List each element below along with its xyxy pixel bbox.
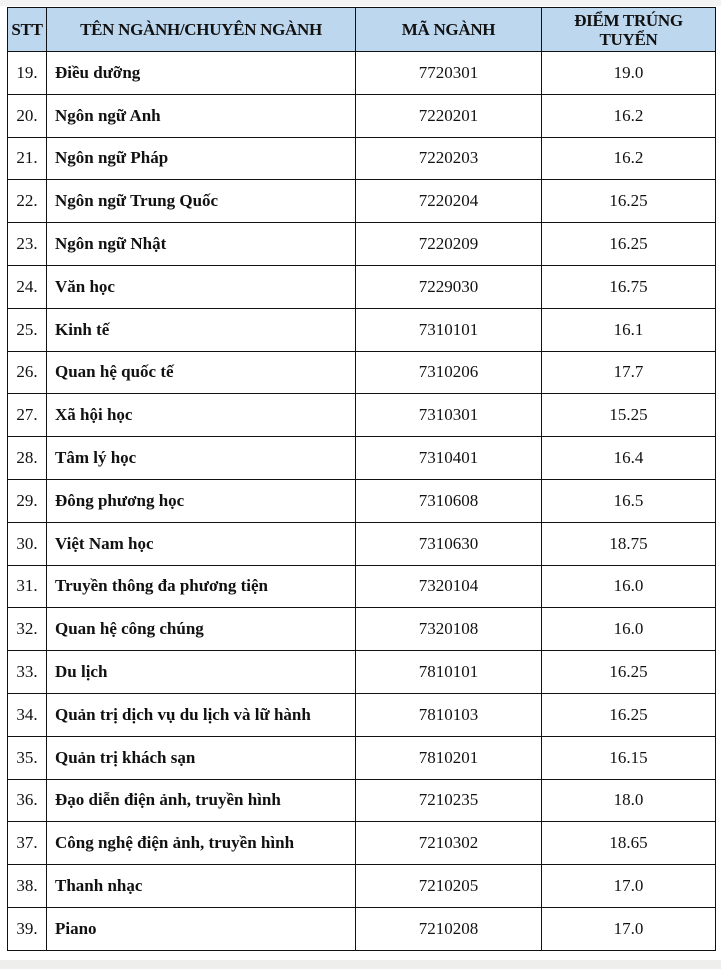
row-stt: 23. <box>8 223 47 266</box>
table-row <box>8 736 716 779</box>
row-major-code: 7310630 <box>356 522 542 565</box>
row-stt: 20. <box>8 94 47 137</box>
row-major-name: Quan hệ công chúng <box>47 608 356 651</box>
header-row <box>8 8 716 52</box>
row-stt: 36. <box>8 779 47 822</box>
row-major-code: 7310101 <box>356 308 542 351</box>
table-row <box>8 822 716 865</box>
row-major-name: Ngôn ngữ Pháp <box>47 137 356 180</box>
row-stt: 25. <box>8 308 47 351</box>
table-row <box>8 137 716 180</box>
row-stt: 26. <box>8 351 47 394</box>
row-stt: 32. <box>8 608 47 651</box>
table-header <box>8 8 716 52</box>
row-admission-score: 16.25 <box>542 693 716 736</box>
row-stt: 33. <box>8 651 47 694</box>
row-admission-score: 16.2 <box>542 94 716 137</box>
row-stt: 35. <box>8 736 47 779</box>
row-major-name: Kinh tế <box>47 308 356 351</box>
row-major-name: Ngôn ngữ Trung Quốc <box>47 180 356 223</box>
row-major-code: 7810201 <box>356 736 542 779</box>
table-row <box>8 94 716 137</box>
row-major-code: 7220209 <box>356 223 542 266</box>
row-major-code: 7320104 <box>356 565 542 608</box>
row-admission-score: 16.25 <box>542 651 716 694</box>
row-major-name: Công nghệ điện ảnh, truyền hình <box>47 822 356 865</box>
top-margin <box>0 0 721 6</box>
row-admission-score: 16.75 <box>542 265 716 308</box>
row-stt: 31. <box>8 565 47 608</box>
row-major-code: 7220204 <box>356 180 542 223</box>
row-stt: 27. <box>8 394 47 437</box>
row-admission-score: 16.0 <box>542 608 716 651</box>
table-row <box>8 565 716 608</box>
table-row <box>8 651 716 694</box>
row-stt: 37. <box>8 822 47 865</box>
row-major-name: Văn học <box>47 265 356 308</box>
row-stt: 28. <box>8 437 47 480</box>
table-row <box>8 522 716 565</box>
row-admission-score: 16.15 <box>542 736 716 779</box>
header-stt: STT <box>8 8 47 52</box>
table-row <box>8 265 716 308</box>
table-row <box>8 865 716 908</box>
table-row <box>8 180 716 223</box>
table-row <box>8 52 716 95</box>
row-stt: 38. <box>8 865 47 908</box>
row-major-name: Ngôn ngữ Nhật <box>47 223 356 266</box>
row-major-code: 7310301 <box>356 394 542 437</box>
row-major-name: Việt Nam học <box>47 522 356 565</box>
bottom-margin <box>0 960 721 969</box>
row-major-name: Tâm lý học <box>47 437 356 480</box>
table-row <box>8 308 716 351</box>
row-major-name: Du lịch <box>47 651 356 694</box>
row-admission-score: 17.0 <box>542 907 716 950</box>
row-major-name: Quản trị dịch vụ du lịch và lữ hành <box>47 693 356 736</box>
row-major-code: 7720301 <box>356 52 542 95</box>
row-admission-score: 15.25 <box>542 394 716 437</box>
row-stt: 29. <box>8 479 47 522</box>
row-major-name: Ngôn ngữ Anh <box>47 94 356 137</box>
row-stt: 19. <box>8 52 47 95</box>
row-stt: 39. <box>8 907 47 950</box>
row-major-code: 7810101 <box>356 651 542 694</box>
row-admission-score: 16.5 <box>542 479 716 522</box>
row-admission-score: 16.25 <box>542 180 716 223</box>
row-admission-score: 18.65 <box>542 822 716 865</box>
row-admission-score: 18.0 <box>542 779 716 822</box>
header-score-line1: ĐIỂM TRÚNG <box>574 11 683 30</box>
row-major-code: 7220203 <box>356 137 542 180</box>
row-major-code: 7320108 <box>356 608 542 651</box>
table-row <box>8 608 716 651</box>
table-row <box>8 907 716 950</box>
row-major-code: 7220201 <box>356 94 542 137</box>
row-major-name: Điều dưỡng <box>47 52 356 95</box>
row-stt: 21. <box>8 137 47 180</box>
header-major-name: TÊN NGÀNH/CHUYÊN NGÀNH <box>47 8 356 52</box>
row-major-code: 7310401 <box>356 437 542 480</box>
row-major-name: Truyền thông đa phương tiện <box>47 565 356 608</box>
row-stt: 30. <box>8 522 47 565</box>
row-stt: 22. <box>8 180 47 223</box>
admission-scores-table <box>7 7 716 951</box>
table-row <box>8 779 716 822</box>
table-row <box>8 351 716 394</box>
row-admission-score: 19.0 <box>542 52 716 95</box>
table-row <box>8 223 716 266</box>
row-major-code: 7210205 <box>356 865 542 908</box>
row-major-name: Quản trị khách sạn <box>47 736 356 779</box>
table-row <box>8 394 716 437</box>
row-major-name: Quan hệ quốc tế <box>47 351 356 394</box>
row-major-code: 7210208 <box>356 907 542 950</box>
row-major-name: Xã hội học <box>47 394 356 437</box>
row-major-name: Đạo diễn điện ảnh, truyền hình <box>47 779 356 822</box>
table-body <box>8 52 716 951</box>
row-major-code: 7310206 <box>356 351 542 394</box>
row-major-code: 7229030 <box>356 265 542 308</box>
row-stt: 24. <box>8 265 47 308</box>
row-admission-score: 16.4 <box>542 437 716 480</box>
table-row <box>8 693 716 736</box>
row-major-name: Đông phương học <box>47 479 356 522</box>
table-row <box>8 437 716 480</box>
row-major-code: 7210235 <box>356 779 542 822</box>
row-admission-score: 17.7 <box>542 351 716 394</box>
header-score-line2: TUYỂN <box>599 30 658 49</box>
row-major-name: Piano <box>47 907 356 950</box>
row-major-code: 7310608 <box>356 479 542 522</box>
table-row <box>8 479 716 522</box>
row-admission-score: 16.1 <box>542 308 716 351</box>
header-major-code: MÃ NGÀNH <box>356 8 542 52</box>
row-admission-score: 16.0 <box>542 565 716 608</box>
row-admission-score: 16.2 <box>542 137 716 180</box>
row-admission-score: 17.0 <box>542 865 716 908</box>
row-major-code: 7210302 <box>356 822 542 865</box>
row-admission-score: 16.25 <box>542 223 716 266</box>
row-major-name: Thanh nhạc <box>47 865 356 908</box>
row-admission-score: 18.75 <box>542 522 716 565</box>
header-admission-score <box>542 8 716 52</box>
row-major-code: 7810103 <box>356 693 542 736</box>
row-stt: 34. <box>8 693 47 736</box>
